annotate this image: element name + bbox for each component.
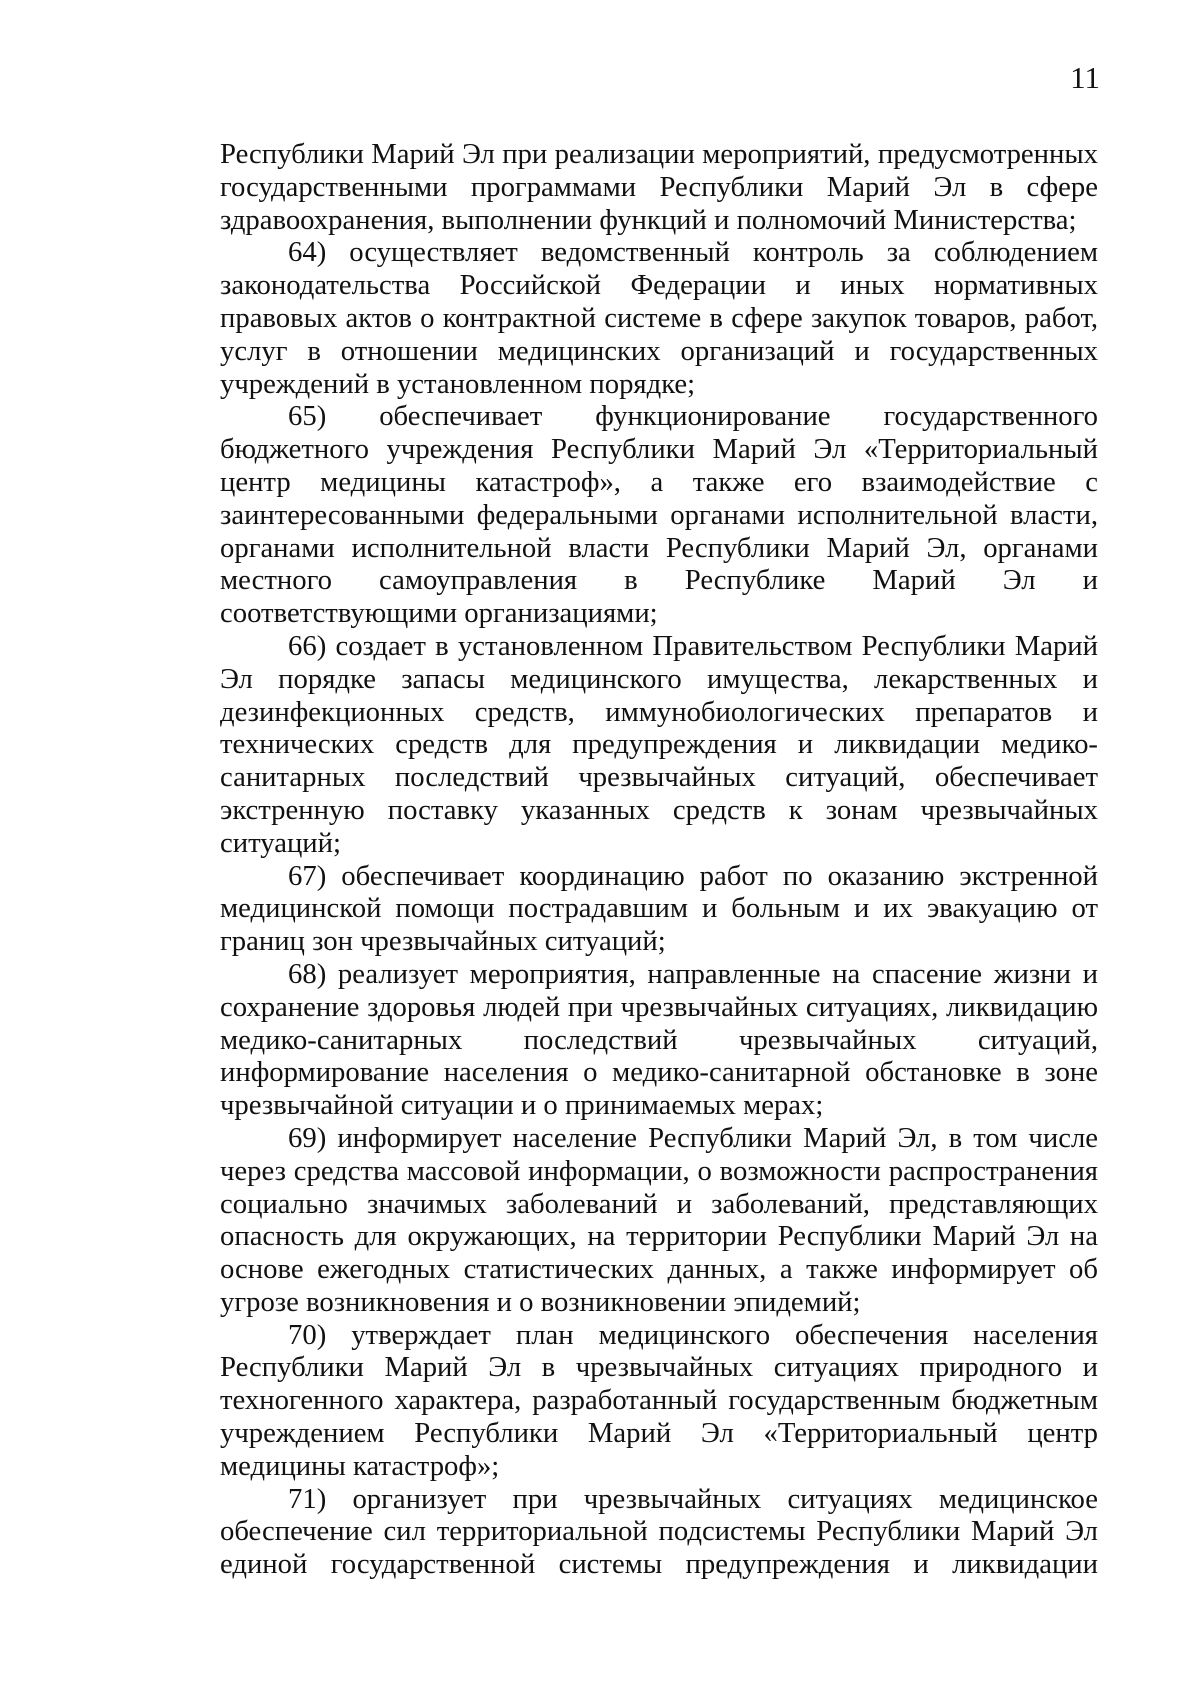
paragraph-item-70: 70) утверждает план медицинского обеспечения населения Республики Марий Эл в чрезвычайных ситуациях природного и техногенного характера, разработанный государственным бюджетным учреждением Республики Марий Эл «Территориальный центр медицины катастроф»; (220, 1318, 1098, 1482)
paragraph-item-65: 65) обеспечивает функционирование государственного бюджетного учреждения Республики Марий Эл «Территориальный центр медицины катастроф», а также его взаимодействие с заинтересованными федеральными органами исполнительной власти, органами исполнительной власти Республики Марий Эл, органами местного самоуправления в Республике Марий Эл и соответствующими организациями; (220, 400, 1098, 630)
paragraph-item-68: 68) реализует мероприятия, направленные на спасение жизни и сохранение здоровья людей при чрезвычайных ситуациях, ликвидацию медико-санитарных последствий чрезвычайных ситуаций, информирование населения о медико-санитарной обстановке в зоне чрезвычайной ситуации и о принимаемых мерах; (220, 957, 1098, 1122)
page-number: 11 (1070, 60, 1100, 95)
paragraph-item-71: 71) организует при чрезвычайных ситуациях медицинское обеспечение сил территориальной подсистемы Республики Марий Эл единой государственной системы предупреждения и ликвидации (220, 1482, 1098, 1581)
document-body (220, 138, 1098, 1581)
paragraph-item-67: 67) обеспечивает координацию работ по оказанию экстренной медицинской помощи пострадавшим и больным и их эвакуацию от границ зон чрезвычайных ситуаций; (220, 859, 1098, 958)
paragraph-item-66: 66) создает в установленном Правительством Республики Марий Эл порядке запасы медицинского имущества, лекарственных и дезинфекционных средств, иммунобиологических препаратов и технических средств для предупреждения и ликвидации медико-санитарных последствий чрезвычайных ситуаций, обеспечивает экстренную поставку указанных средств к зонам чрезвычайных ситуаций; (220, 629, 1098, 859)
paragraph-continuation: Республики Марий Эл при реализации мероприятий, предусмотренных государственными программами Республики Марий Эл в сфере здравоохранения, выполнении функций и полномочий Министерства; (220, 138, 1098, 236)
paragraph-item-69: 69) информирует население Республики Марий Эл, в том числе через средства массовой информации, о возможности распространения социально значимых заболеваний и заболеваний, представляющих опасность для окружающих, на территории Республики Марий Эл на основе ежегодных статистических данных, а также информирует об угрозе возникновения и о возникновении эпидемий; (220, 1121, 1098, 1318)
paragraph-item-64: 64) осуществляет ведомственный контроль за соблюдением законодательства Российской Федерации и иных нормативных правовых актов о контрактной системе в сфере закупок товаров, работ, услуг в отношении медицинских организаций и государственных учреждений в установленном порядке; (220, 236, 1098, 400)
